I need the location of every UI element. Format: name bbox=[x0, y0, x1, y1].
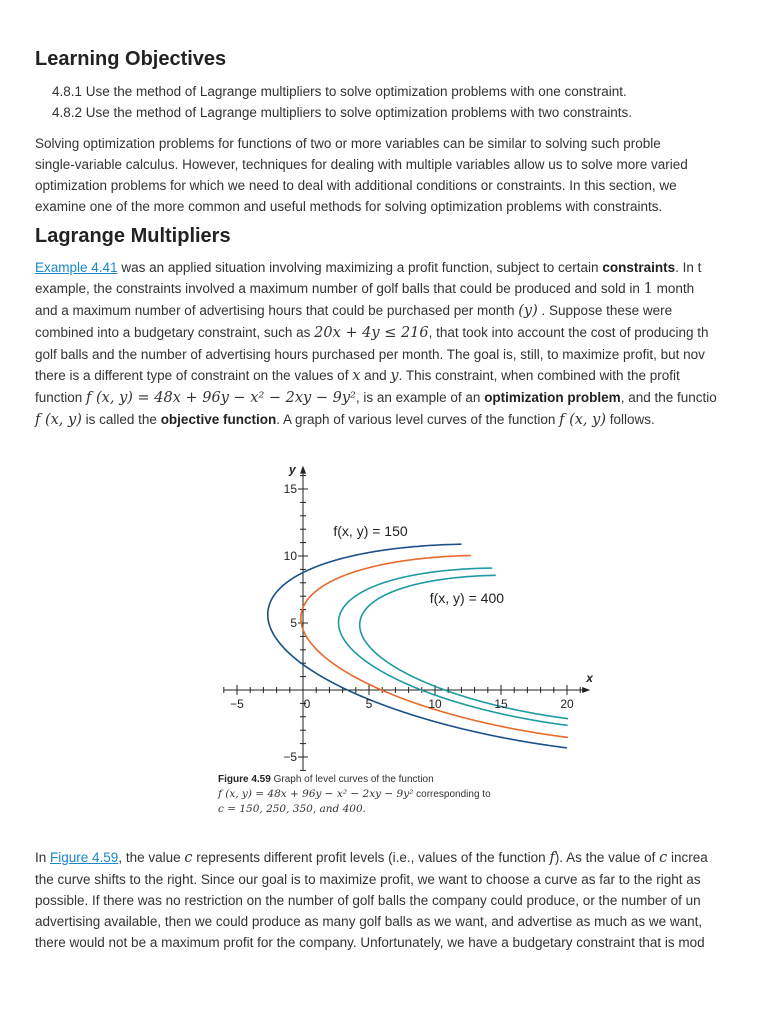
figure-label: Figure 4.59 bbox=[218, 774, 271, 785]
text: is called the bbox=[81, 412, 161, 427]
intro-line: Solving optimization problems for functions of two or more variables can be similar to solving such proble bbox=[35, 136, 661, 151]
text: . In t bbox=[675, 260, 702, 275]
caption-text: corresponding to bbox=[413, 789, 491, 800]
math: 20x + 4y ≤ 216 bbox=[314, 325, 429, 341]
learning-objectives-heading: Learning Objectives bbox=[35, 48, 227, 70]
x-tick-label: 5 bbox=[365, 697, 373, 711]
text: . This constraint, when combined with the profit bbox=[398, 368, 680, 383]
section-paragraph bbox=[35, 257, 768, 431]
y-axis-arrow bbox=[300, 466, 306, 474]
term-objective-function: objective function bbox=[160, 412, 277, 427]
x-tick-label: 0 bbox=[303, 697, 311, 711]
text: and a maximum number of advertising hours that could be purchased per month bbox=[35, 303, 519, 318]
text: and bbox=[360, 368, 391, 383]
intro-line: single-variable calculus. However, techniques for dealing with multiple variables allow us to solve more varied bbox=[35, 157, 688, 172]
text: , and the functio bbox=[620, 390, 717, 405]
text: was an applied situation involving maximizing a profit function, subject to certain bbox=[117, 260, 603, 275]
para-line bbox=[35, 409, 768, 431]
level-curves-chart bbox=[210, 450, 593, 770]
x-axis-arrow bbox=[582, 687, 590, 693]
curve-annotation: f(x, y) = 150 bbox=[333, 522, 408, 539]
figure-caption bbox=[218, 773, 558, 817]
term-optimization-problem: optimization problem bbox=[484, 390, 621, 405]
text: follows. bbox=[606, 412, 655, 427]
para-line bbox=[35, 387, 768, 409]
y-tick-label: 15 bbox=[283, 482, 297, 496]
math: c bbox=[184, 850, 193, 866]
text: function bbox=[35, 390, 87, 405]
math: f (x, y) bbox=[559, 412, 607, 428]
y-tick-label: 5 bbox=[290, 616, 297, 630]
closing-paragraph bbox=[35, 847, 768, 953]
text: ). As the value of bbox=[554, 850, 660, 865]
para-line: the curve shifts to the right. Since our goal is to maximize profit, we want to choose a curve as far to the right as bbox=[35, 872, 701, 887]
math: c bbox=[659, 850, 668, 866]
caption-text: Graph of level curves of the function bbox=[270, 774, 434, 785]
text: , the value bbox=[118, 850, 185, 865]
text: In bbox=[35, 850, 51, 865]
para-line bbox=[35, 365, 768, 387]
lagrange-multipliers-heading: Lagrange Multipliers bbox=[35, 225, 231, 247]
objective-item: 4.8.2 Use the method of Lagrange multipliers to solve optimization problems with two constraints. bbox=[52, 105, 633, 120]
term-constraints: constraints bbox=[602, 260, 676, 275]
math: x bbox=[352, 368, 361, 384]
caption-math: f (x, y) = 48x + 96y − x² − 2xy − 9y² bbox=[218, 788, 414, 800]
text: . A graph of various level curves of the function bbox=[276, 412, 560, 427]
math: f bbox=[549, 850, 555, 866]
text: . Suppose these were bbox=[537, 303, 673, 318]
x-tick-label: −5 bbox=[230, 697, 244, 711]
x-tick-label: 20 bbox=[560, 697, 574, 711]
objectives-list bbox=[52, 81, 632, 123]
para-line: possible. If there was no restriction on the number of golf balls the company could produce, or the number of un bbox=[35, 893, 701, 908]
math: f (x, y) = 48x + 96y − x² − 2xy − 9y² bbox=[86, 390, 356, 406]
text: combined into a budgetary constraint, such as bbox=[35, 325, 315, 340]
math: (y) bbox=[518, 303, 538, 319]
objective-item: 4.8.1 Use the method of Lagrange multipliers to solve optimization problems with one constraint. bbox=[52, 84, 627, 99]
para-line bbox=[35, 322, 768, 344]
text: month bbox=[652, 281, 695, 296]
x-axis-label: x bbox=[586, 671, 593, 685]
math: y bbox=[390, 368, 399, 384]
para-line: advertising available, then we could produce as many golf balls as we want, and advertise as much as we want, bbox=[35, 914, 703, 929]
x-tick-label: 10 bbox=[428, 697, 442, 711]
y-tick-label: −5 bbox=[283, 750, 297, 764]
example-link[interactable]: Example 4.41 bbox=[35, 260, 118, 275]
intro-paragraph bbox=[35, 133, 768, 217]
caption-math: c = 150, 250, 350, and 400. bbox=[218, 803, 366, 815]
intro-line: optimization problems for which we need to deal with additional conditions or constraints. In this section, we bbox=[35, 178, 677, 193]
para-line: there would not be a maximum profit for the company. Unfortunately, we have a budgetary constraint that is mod bbox=[35, 935, 705, 950]
text: , is an example of an bbox=[355, 390, 485, 405]
text: there is a different type of constraint on the values of bbox=[35, 368, 353, 383]
math: 1 bbox=[643, 281, 653, 297]
para-line bbox=[35, 300, 768, 322]
figure-link[interactable]: Figure 4.59 bbox=[50, 850, 119, 865]
para-line bbox=[35, 257, 768, 278]
para-line bbox=[35, 847, 768, 869]
text: increa bbox=[667, 850, 708, 865]
y-tick-label: 10 bbox=[283, 549, 297, 563]
curve-annotation: f(x, y) = 400 bbox=[429, 589, 505, 606]
math: f (x, y) bbox=[35, 412, 82, 428]
y-axis-label: y bbox=[289, 462, 296, 477]
text: , that took into account the cost of producing th bbox=[428, 325, 709, 340]
text: example, the constraints involved a maximum number of golf balls that could be produced and sold in bbox=[35, 281, 644, 296]
x-tick-label: 15 bbox=[494, 697, 508, 711]
text: represents different profit levels (i.e., values of the function bbox=[192, 850, 550, 865]
intro-line: examine one of the more common and useful methods for solving optimization problems with constraints. bbox=[35, 199, 663, 214]
para-line: golf balls and the number of advertising hours purchased per month. The goal is, still, to maximize profit, but nov bbox=[35, 347, 705, 362]
para-line bbox=[35, 278, 768, 300]
